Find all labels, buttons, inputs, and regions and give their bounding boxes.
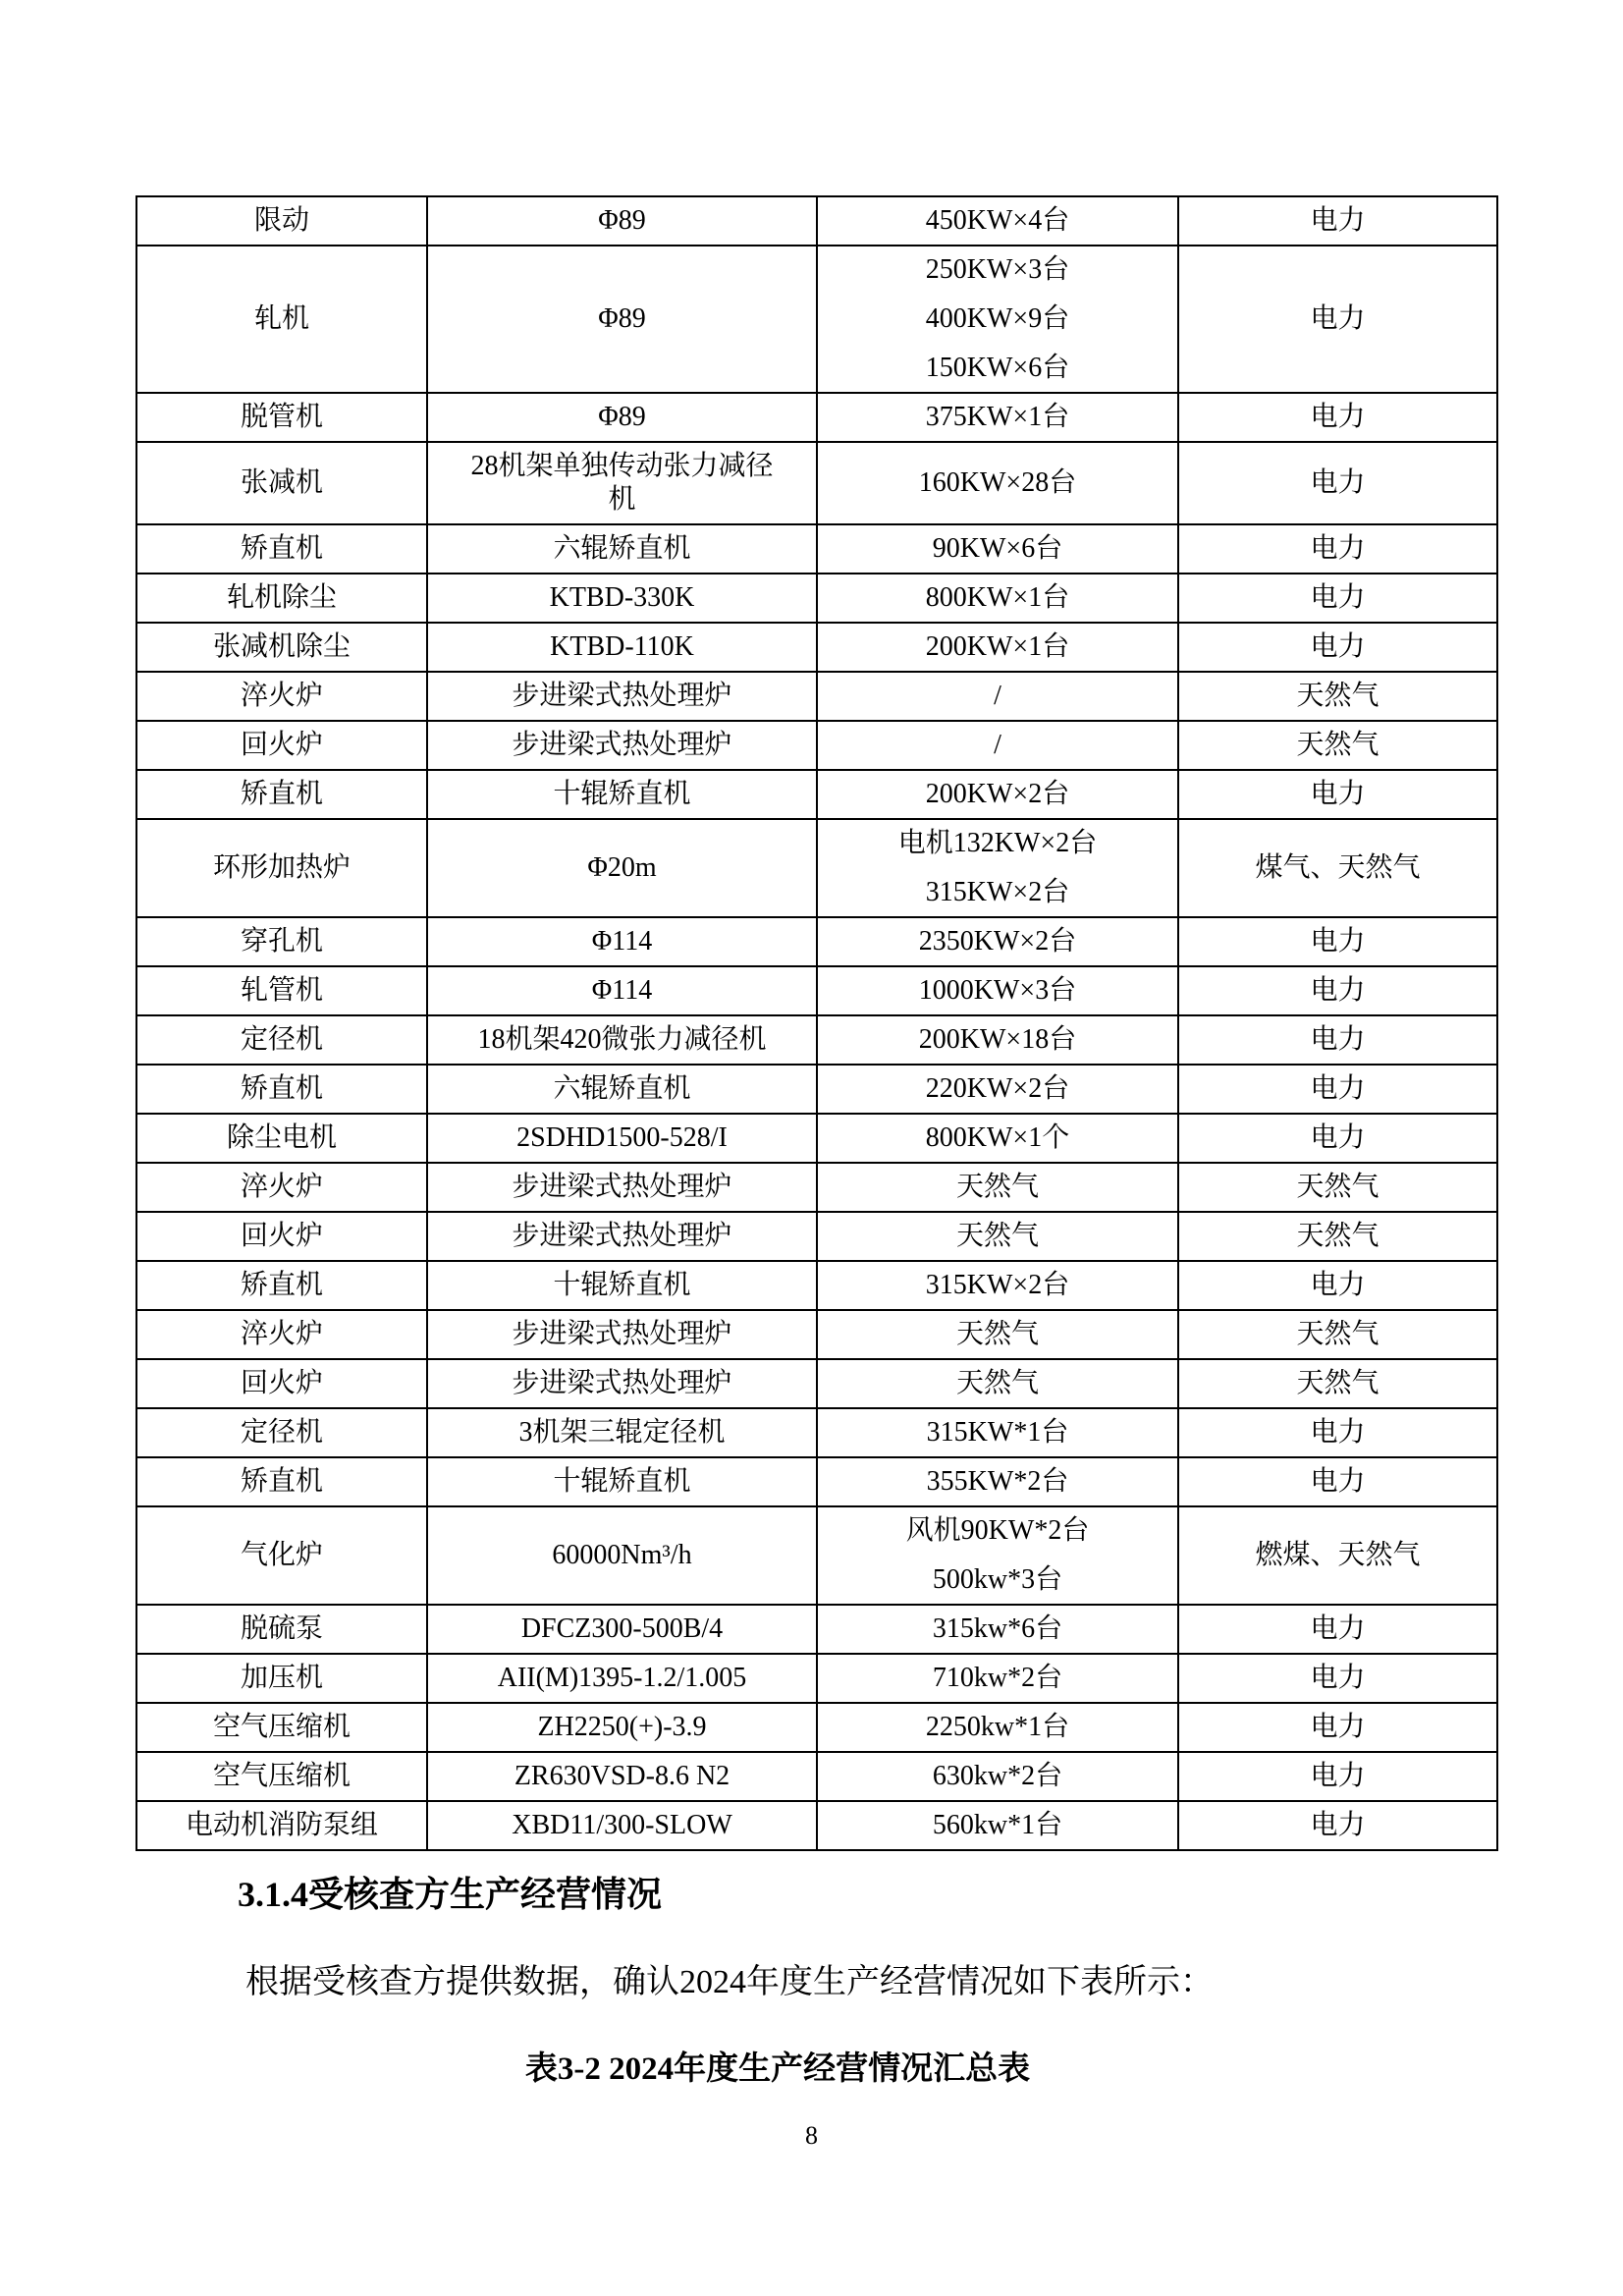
power-cell xyxy=(817,1261,1178,1310)
energy-cell: 天然气 xyxy=(1178,672,1497,721)
power-line: 160KW×28台 xyxy=(918,467,1077,498)
power-cell xyxy=(817,1359,1178,1408)
power-line: 天然气 xyxy=(955,1221,1039,1251)
energy-cell: 电力 xyxy=(1178,393,1497,442)
table-row xyxy=(136,1261,1497,1310)
spec-cell: 步进梁式热处理炉 xyxy=(427,1310,817,1359)
section-heading-title: 受核查方生产经营情况 xyxy=(308,1875,663,1914)
power-cell xyxy=(817,1752,1178,1801)
energy-cell: 电力 xyxy=(1178,1015,1497,1065)
energy-cell: 电力 xyxy=(1178,1408,1497,1457)
spec-cell: Φ89 xyxy=(427,393,817,442)
table-row xyxy=(136,770,1497,819)
equipment-name-cell: 回火炉 xyxy=(136,1359,427,1408)
spec-cell: 十辊矫直机 xyxy=(427,1261,817,1310)
spec-cell: 十辊矫直机 xyxy=(427,770,817,819)
power-line: 天然气 xyxy=(955,1319,1039,1349)
energy-cell: 电力 xyxy=(1178,1752,1497,1801)
energy-cell: 电力 xyxy=(1178,1261,1497,1310)
energy-cell: 电力 xyxy=(1178,574,1497,623)
equipment-name-cell: 定径机 xyxy=(136,1408,427,1457)
power-line: 2250kw*1台 xyxy=(925,1712,1070,1742)
spec-cell: 步进梁式热处理炉 xyxy=(427,1359,817,1408)
power-cell xyxy=(817,1703,1178,1752)
power-line: 200KW×1台 xyxy=(925,631,1070,662)
table-row xyxy=(136,1605,1497,1654)
energy-cell: 电力 xyxy=(1178,623,1497,672)
energy-cell: 电力 xyxy=(1178,524,1497,574)
table-row xyxy=(136,442,1497,524)
equipment-table xyxy=(135,195,1498,1851)
spec-cell: 2SDHD1500-528/I xyxy=(427,1114,817,1163)
power-cell xyxy=(817,574,1178,623)
table-row xyxy=(136,246,1497,393)
energy-cell: 电力 xyxy=(1178,966,1497,1015)
energy-cell: 电力 xyxy=(1178,1703,1497,1752)
power-line: 250KW×3台 xyxy=(925,254,1070,285)
spec-cell: DFCZ300-500B/4 xyxy=(427,1605,817,1654)
power-cell xyxy=(817,623,1178,672)
power-line: 2350KW×2台 xyxy=(918,926,1077,957)
table-row xyxy=(136,1801,1497,1850)
power-line: 150KW×6台 xyxy=(925,353,1070,383)
power-line: 560kw*1台 xyxy=(932,1810,1063,1840)
table-row xyxy=(136,623,1497,672)
table-row xyxy=(136,1212,1497,1261)
power-cell xyxy=(817,672,1178,721)
power-cell xyxy=(817,1801,1178,1850)
power-line: 风机90KW*2台 xyxy=(905,1515,1090,1546)
table-row xyxy=(136,1163,1497,1212)
power-cell xyxy=(817,1506,1178,1605)
power-cell xyxy=(817,196,1178,246)
equipment-name-cell: 电动机消防泵组 xyxy=(136,1801,427,1850)
power-cell xyxy=(817,917,1178,966)
equipment-name-cell: 回火炉 xyxy=(136,1212,427,1261)
power-cell xyxy=(817,442,1178,524)
table-row xyxy=(136,672,1497,721)
equipment-name-cell: 淬火炉 xyxy=(136,672,427,721)
power-cell xyxy=(817,1163,1178,1212)
energy-cell: 燃煤、天然气 xyxy=(1178,1506,1497,1605)
equipment-name-cell: 淬火炉 xyxy=(136,1163,427,1212)
power-cell xyxy=(817,770,1178,819)
power-cell xyxy=(817,819,1178,917)
energy-cell: 电力 xyxy=(1178,1114,1497,1163)
table-row xyxy=(136,1752,1497,1801)
equipment-name-cell: 脱管机 xyxy=(136,393,427,442)
equipment-name-cell: 轧管机 xyxy=(136,966,427,1015)
table-row xyxy=(136,1114,1497,1163)
power-line: 电机132KW×2台 xyxy=(897,828,1098,858)
spec-cell: Φ89 xyxy=(427,246,817,393)
power-cell xyxy=(817,246,1178,393)
power-cell xyxy=(817,966,1178,1015)
power-line: 375KW×1台 xyxy=(925,402,1070,432)
energy-cell: 煤气、天然气 xyxy=(1178,819,1497,917)
equipment-name-cell: 脱硫泵 xyxy=(136,1605,427,1654)
equipment-name-cell: 除尘电机 xyxy=(136,1114,427,1163)
spec-cell: 六辊矫直机 xyxy=(427,1065,817,1114)
table-row xyxy=(136,1506,1497,1605)
power-line: 天然气 xyxy=(955,1172,1039,1202)
table-row xyxy=(136,1703,1497,1752)
energy-cell: 天然气 xyxy=(1178,1359,1497,1408)
equipment-name-cell: 矫直机 xyxy=(136,524,427,574)
equipment-name-cell: 回火炉 xyxy=(136,721,427,770)
table-row xyxy=(136,1359,1497,1408)
equipment-name-cell: 限动 xyxy=(136,196,427,246)
power-line: 450KW×4台 xyxy=(925,205,1070,236)
energy-cell: 电力 xyxy=(1178,1065,1497,1114)
table-caption xyxy=(0,2043,1555,2089)
power-line: / xyxy=(994,730,1001,760)
energy-cell: 电力 xyxy=(1178,1457,1497,1506)
table-caption-rest: 年度生产经营情况汇总表 xyxy=(674,2051,1031,2087)
equipment-name-cell: 张减机除尘 xyxy=(136,623,427,672)
energy-cell: 电力 xyxy=(1178,1801,1497,1850)
energy-cell: 电力 xyxy=(1178,442,1497,524)
power-line: 220KW×2台 xyxy=(925,1073,1070,1104)
spec-cell: ZR630VSD-8.6 N2 xyxy=(427,1752,817,1801)
energy-cell: 电力 xyxy=(1178,917,1497,966)
table-row xyxy=(136,1310,1497,1359)
energy-cell: 电力 xyxy=(1178,246,1497,393)
equipment-name-cell: 定径机 xyxy=(136,1015,427,1065)
power-line: 200KW×2台 xyxy=(925,779,1070,809)
spec-cell: ZH2250(+)-3.9 xyxy=(427,1703,817,1752)
equipment-name-cell: 加压机 xyxy=(136,1654,427,1703)
power-cell xyxy=(817,1408,1178,1457)
energy-cell: 电力 xyxy=(1178,1654,1497,1703)
equipment-name-cell: 矫直机 xyxy=(136,1457,427,1506)
power-cell xyxy=(817,1114,1178,1163)
power-line: 315KW*1台 xyxy=(926,1417,1069,1448)
table-row xyxy=(136,524,1497,574)
table-row xyxy=(136,1065,1497,1114)
equipment-name-cell: 环形加热炉 xyxy=(136,819,427,917)
spec-cell: 步进梁式热处理炉 xyxy=(427,1163,817,1212)
power-cell xyxy=(817,1605,1178,1654)
energy-cell: 电力 xyxy=(1178,1605,1497,1654)
section-heading xyxy=(238,1872,662,1918)
table-row xyxy=(136,1408,1497,1457)
table-row xyxy=(136,819,1497,917)
table-row xyxy=(136,1457,1497,1506)
power-line: 355KW*2台 xyxy=(926,1466,1069,1497)
table-caption-label: 表3-2 2024 xyxy=(524,2051,675,2087)
table-row xyxy=(136,196,1497,246)
equipment-name-cell: 矫直机 xyxy=(136,1065,427,1114)
power-line: 710kw*2台 xyxy=(932,1663,1063,1693)
equipment-name-cell: 矫直机 xyxy=(136,770,427,819)
power-line: 200KW×18台 xyxy=(918,1024,1077,1055)
power-cell xyxy=(817,721,1178,770)
power-line: 315kw*6台 xyxy=(932,1613,1063,1644)
energy-cell: 天然气 xyxy=(1178,1163,1497,1212)
spec-cell: 步进梁式热处理炉 xyxy=(427,721,817,770)
power-cell xyxy=(817,1065,1178,1114)
power-line: 天然气 xyxy=(955,1368,1039,1398)
spec-cell: 18机架420微张力减径机 xyxy=(427,1015,817,1065)
power-cell xyxy=(817,1212,1178,1261)
power-cell xyxy=(817,1457,1178,1506)
spec-cell: Φ20m xyxy=(427,819,817,917)
energy-cell: 天然气 xyxy=(1178,721,1497,770)
spec-cell: XBD11/300-SLOW xyxy=(427,1801,817,1850)
table-row xyxy=(136,917,1497,966)
table-row xyxy=(136,966,1497,1015)
equipment-table-body xyxy=(136,196,1497,1850)
spec-cell: 28机架单独传动张力减径机 xyxy=(427,442,817,524)
spec-cell: 60000Nm³/h xyxy=(427,1506,817,1605)
power-line: 315KW×2台 xyxy=(925,1270,1070,1300)
power-cell xyxy=(817,1015,1178,1065)
table-row xyxy=(136,1015,1497,1065)
spec-cell: Φ114 xyxy=(427,966,817,1015)
page-number: 8 xyxy=(805,2121,818,2150)
power-line: 400KW×9台 xyxy=(925,303,1070,334)
power-cell xyxy=(817,1654,1178,1703)
section-heading-number: 3.1.4 xyxy=(238,1875,308,1914)
power-cell xyxy=(817,1310,1178,1359)
power-line: 90KW×6台 xyxy=(932,533,1063,564)
equipment-name-cell: 淬火炉 xyxy=(136,1310,427,1359)
spec-cell: AII(M)1395-1.2/1.005 xyxy=(427,1654,817,1703)
equipment-name-cell: 轧机除尘 xyxy=(136,574,427,623)
energy-cell: 天然气 xyxy=(1178,1310,1497,1359)
equipment-name-cell: 张减机 xyxy=(136,442,427,524)
spec-cell: 十辊矫直机 xyxy=(427,1457,817,1506)
spec-cell: KTBD-330K xyxy=(427,574,817,623)
equipment-name-cell: 轧机 xyxy=(136,246,427,393)
power-line: 315KW×2台 xyxy=(925,877,1070,907)
spec-cell: 六辊矫直机 xyxy=(427,524,817,574)
equipment-name-cell: 气化炉 xyxy=(136,1506,427,1605)
body-paragraph: 根据受核查方提供数据，确认2024年度生产经营情况如下表所示： xyxy=(245,1964,1214,2000)
equipment-name-cell: 穿孔机 xyxy=(136,917,427,966)
spec-cell: Φ114 xyxy=(427,917,817,966)
spec-cell: Φ89 xyxy=(427,196,817,246)
table-row xyxy=(136,1654,1497,1703)
energy-cell: 电力 xyxy=(1178,770,1497,819)
equipment-name-cell: 空气压缩机 xyxy=(136,1752,427,1801)
spec-cell: KTBD-110K xyxy=(427,623,817,672)
power-line: 1000KW×3台 xyxy=(918,975,1077,1006)
table-row xyxy=(136,574,1497,623)
power-line: 500kw*3台 xyxy=(932,1564,1063,1595)
spec-cell: 3机架三辊定径机 xyxy=(427,1408,817,1457)
table-row xyxy=(136,721,1497,770)
equipment-name-cell: 矫直机 xyxy=(136,1261,427,1310)
power-line: / xyxy=(994,681,1001,711)
table-row xyxy=(136,393,1497,442)
power-cell xyxy=(817,524,1178,574)
power-line: 800KW×1台 xyxy=(925,582,1070,613)
spec-cell: 步进梁式热处理炉 xyxy=(427,672,817,721)
energy-cell: 天然气 xyxy=(1178,1212,1497,1261)
power-line: 800KW×1个 xyxy=(925,1122,1070,1153)
energy-cell: 电力 xyxy=(1178,196,1497,246)
spec-cell: 步进梁式热处理炉 xyxy=(427,1212,817,1261)
power-cell xyxy=(817,393,1178,442)
equipment-name-cell: 空气压缩机 xyxy=(136,1703,427,1752)
power-line: 630kw*2台 xyxy=(932,1761,1063,1791)
